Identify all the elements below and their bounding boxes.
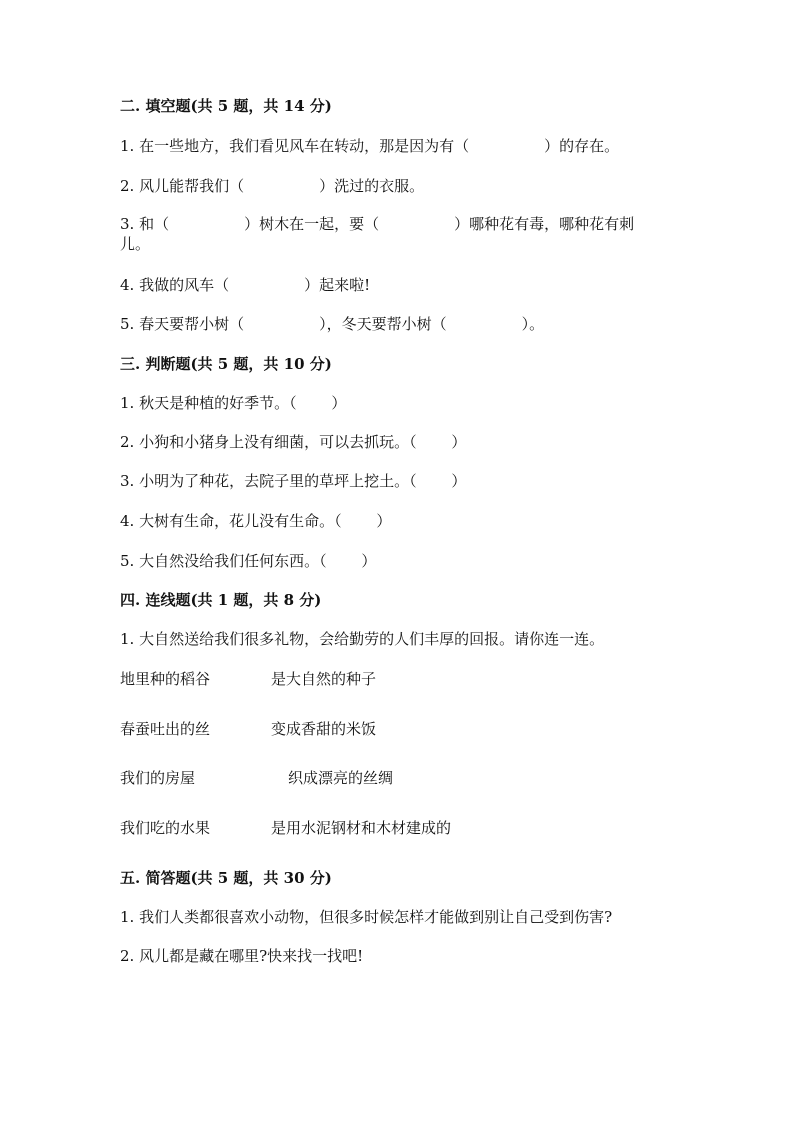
match-right-item: 是用水泥钢材和木材建成的 bbox=[271, 819, 452, 837]
match-question: 1. 大自然送给我们很多礼物，会给勤劳的人们丰厚的回报。请你连一连。 bbox=[120, 630, 605, 648]
section-5-heading: 五. 简答题(共 5 题，共 30 分) bbox=[120, 869, 332, 887]
match-left-item: 我们吃的水果 bbox=[120, 819, 211, 837]
judge-question-1: 1. 秋天是种植的好季节。（ ） bbox=[120, 394, 347, 412]
match-right-item: 是大自然的种子 bbox=[271, 670, 377, 688]
fill-question-5: 5. 春天要帮小树（ ），冬天要帮小树（ ）。 bbox=[120, 315, 545, 333]
judge-question-3: 3. 小明为了种花，去院子里的草坪上挖土。（ ） bbox=[120, 472, 467, 490]
match-left-item: 地里种的稻谷 bbox=[120, 670, 211, 688]
match-right-item: 织成漂亮的丝绸 bbox=[288, 769, 394, 787]
judge-question-5: 5. 大自然没给我们任何东西。（ ） bbox=[120, 552, 377, 570]
short-answer-question-2: 2. 风儿都是藏在哪里?快来找一找吧! bbox=[120, 947, 364, 965]
judge-question-2: 2. 小狗和小猪身上没有细菌，可以去抓玩。（ ） bbox=[120, 433, 467, 451]
section-3-heading: 三. 判断题(共 5 题，共 10 分) bbox=[120, 355, 332, 373]
section-4-heading: 四. 连线题(共 1 题，共 8 分) bbox=[120, 591, 322, 609]
match-left-item: 我们的房屋 bbox=[120, 769, 196, 787]
match-left-item: 春蚕吐出的丝 bbox=[120, 720, 211, 738]
fill-question-4: 4. 我做的风车（ ）起来啦! bbox=[120, 276, 371, 294]
short-answer-question-1: 1. 我们人类都很喜欢小动物，但很多时候怎样才能做到别让自己受到伤害? bbox=[120, 908, 613, 926]
fill-question-2: 2. 风儿能帮我们（ ）洗过的衣服。 bbox=[120, 177, 425, 195]
section-2-heading: 二. 填空题(共 5 题，共 14 分) bbox=[120, 97, 332, 115]
match-right-item: 变成香甜的米饭 bbox=[271, 720, 377, 738]
fill-question-3: 3. 和（ ）树木在一起，要（ ）哪种花有毒，哪种花有刺儿。 bbox=[120, 215, 635, 253]
judge-question-4: 4. 大树有生命，花儿没有生命。（ ） bbox=[120, 512, 392, 530]
fill-question-1: 1. 在一些地方，我们看见风车在转动，那是因为有（ ）的存在。 bbox=[120, 137, 620, 155]
